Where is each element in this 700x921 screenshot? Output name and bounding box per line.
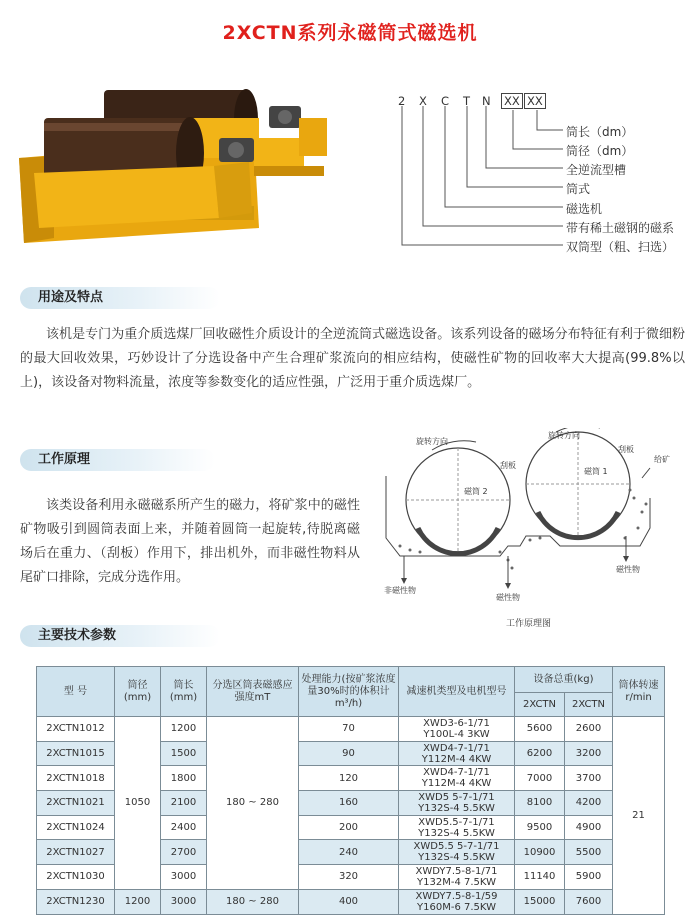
- cell-capacity: 200: [299, 815, 399, 840]
- cell-length: 3000: [161, 889, 207, 914]
- cell-capacity: 120: [299, 766, 399, 791]
- cell-capacity: 240: [299, 840, 399, 865]
- cell-reducer: XWD4-7-1/71 Y112M-4 4KW: [399, 766, 515, 791]
- cell-weight-2: 2600: [565, 717, 613, 742]
- th-weight-sub2: 2XCTN: [565, 693, 613, 717]
- code-char: C: [441, 94, 450, 108]
- section-heading-principle: 工作原理: [20, 449, 215, 471]
- th-capacity: 处理能力(按矿浆浓度量30%时的体积计m³/h): [299, 667, 399, 717]
- th-weight-sub1: 2XCTN: [515, 693, 565, 717]
- cell-length: 1200: [161, 717, 207, 742]
- cell-diameter: 1200: [115, 889, 161, 914]
- code-char: T: [463, 94, 471, 108]
- th-model: 型 号: [37, 667, 115, 717]
- cell-weight-1: 8100: [515, 791, 565, 816]
- cell-weight-2: 5900: [565, 865, 613, 890]
- cell-field: 180 ~ 280: [207, 889, 299, 914]
- label-rotation-right: 旋转方向: [548, 431, 580, 440]
- cell-reducer: XWDY7.5-8-1/59 Y160M-6 7.5KW: [399, 889, 515, 914]
- magnetic-separator-photo: [14, 78, 334, 248]
- code-box: XX: [501, 93, 523, 109]
- code-label: 筒式: [566, 182, 591, 196]
- code-box: XX: [524, 93, 546, 109]
- page-title: 2XCTN系列永磁筒式磁选机: [222, 22, 478, 44]
- arrow-feed: [642, 468, 650, 478]
- cell-length: 2400: [161, 815, 207, 840]
- cell-length: 2700: [161, 840, 207, 865]
- cell-weight-1: 11140: [515, 865, 565, 890]
- principle-paragraph: 该类设备利用永磁磁系所产生的磁力，将矿浆中的磁性矿物吸引到圆筒表面上来，并随着圆筒一起旋转,待脱离磁场后在重力、（刮板）作用下，排出机外，而非磁性物料从尾矿口排除，完成分选作用。: [20, 498, 360, 585]
- label-scraper-right: 刮板: [618, 445, 634, 454]
- cell-model: 2XCTN1027: [37, 840, 115, 865]
- cell-diameter: 1050: [115, 717, 161, 890]
- cell-model: 2XCTN1030: [37, 865, 115, 890]
- code-label: 带有稀土磁钢的磁系: [566, 221, 675, 235]
- label-non-magnetic: 非磁性物: [384, 586, 416, 595]
- working-principle-diagram: [380, 428, 690, 638]
- cell-weight-1: 5600: [515, 717, 565, 742]
- code-label: 筒径（dm）: [566, 144, 634, 158]
- label-feed: 给矿: [654, 455, 670, 464]
- cell-capacity: 400: [299, 889, 399, 914]
- cell-model: 2XCTN1021: [37, 791, 115, 816]
- th-weight: 设备总重(kg): [515, 667, 613, 693]
- model-code-legend: [395, 94, 695, 264]
- label-magnetic-right: 磁性物: [616, 565, 640, 574]
- section-heading-params: 主要技术参数: [20, 625, 220, 647]
- cell-length: 1500: [161, 741, 207, 766]
- cell-model: 2XCTN1230: [37, 889, 115, 914]
- cell-model: 2XCTN1024: [37, 815, 115, 840]
- cell-length: 3000: [161, 865, 207, 890]
- uses-paragraph: 该机是专门为重介质选煤厂回收磁性介质设计的全逆流筒式磁选设备。该系列设备的磁场分布特征有利于微细粉的最大回收效果，巧妙设计了分选设备中产生合理矿浆流向的相应结构，使磁性矿物的回收率大大提高(99.8%以上)，该设备对物料流量，浓度等参数变化的适应性强，广泛用于重介质选煤厂。: [20, 327, 685, 390]
- cell-weight-2: 5500: [565, 840, 613, 865]
- cell-reducer: XWD5.5 5-7-1/71 Y132S-4 5.5KW: [399, 840, 515, 865]
- cell-weight-2: 4200: [565, 791, 613, 816]
- cell-capacity: 320: [299, 865, 399, 890]
- cell-capacity: 70: [299, 717, 399, 742]
- cell-weight-1: 15000: [515, 889, 565, 914]
- cell-weight-1: 10900: [515, 840, 565, 865]
- cell-speed: 21: [613, 717, 665, 915]
- th-reducer: 减速机类型及电机型号: [399, 667, 515, 717]
- cell-model: 2XCTN1018: [37, 766, 115, 791]
- table-row: [37, 889, 665, 914]
- code-label: 筒长（dm）: [566, 125, 634, 139]
- cell-field: 180 ~ 280: [207, 717, 299, 890]
- code-char: X: [419, 94, 427, 108]
- th-speed: 筒体转速 r/min: [613, 667, 665, 717]
- cell-model: 2XCTN1015: [37, 741, 115, 766]
- th-diameter: 筒径 (mm): [115, 667, 161, 717]
- label-rotation-left: 旋转方向: [416, 437, 448, 446]
- code-label: 磁选机: [566, 202, 603, 216]
- cell-capacity: 90: [299, 741, 399, 766]
- code-char: N: [482, 94, 491, 108]
- cell-reducer: XWD5 5-7-1/71 Y132S-4 5.5KW: [399, 791, 515, 816]
- technical-params-table: [36, 666, 665, 915]
- cell-reducer: XWD4-7-1/71 Y112M-4 4KW: [399, 741, 515, 766]
- diagram-caption: 工作原理图: [506, 619, 552, 629]
- cell-reducer: XWD5.5-7-1/71 Y132S-4 5.5KW: [399, 815, 515, 840]
- cell-reducer: XWDY7.5-8-1/71 Y132M-4 7.5KW: [399, 865, 515, 890]
- cell-weight-2: 3200: [565, 741, 613, 766]
- cell-length: 1800: [161, 766, 207, 791]
- label-magnet-right: 磁筒 1: [584, 467, 608, 476]
- th-length: 筒长 (mm): [161, 667, 207, 717]
- cell-weight-2: 3700: [565, 766, 613, 791]
- cell-weight-1: 6200: [515, 741, 565, 766]
- label-magnet-left: 磁筒 2: [464, 487, 488, 496]
- tank: [34, 166, 219, 228]
- code-label: 全逆流型槽: [566, 163, 627, 177]
- cell-length: 2100: [161, 791, 207, 816]
- cell-weight-1: 9500: [515, 815, 565, 840]
- cell-weight-1: 7000: [515, 766, 565, 791]
- cell-weight-2: 7600: [565, 889, 613, 914]
- table-row: [37, 717, 665, 742]
- code-char: 2: [398, 94, 406, 108]
- cell-capacity: 160: [299, 791, 399, 816]
- section-heading-uses: 用途及特点: [20, 287, 220, 309]
- cell-weight-2: 4900: [565, 815, 613, 840]
- cell-reducer: XWD3-6-1/71 Y100L-4 3KW: [399, 717, 515, 742]
- cell-model: 2XCTN1012: [37, 717, 115, 742]
- th-field: 分选区筒表磁感应强度mT: [207, 667, 299, 717]
- label-magnetic-center: 磁性物: [496, 593, 520, 602]
- label-scraper-left: 刮板: [500, 461, 516, 470]
- code-label: 双筒型（粗、扫选）: [566, 240, 675, 254]
